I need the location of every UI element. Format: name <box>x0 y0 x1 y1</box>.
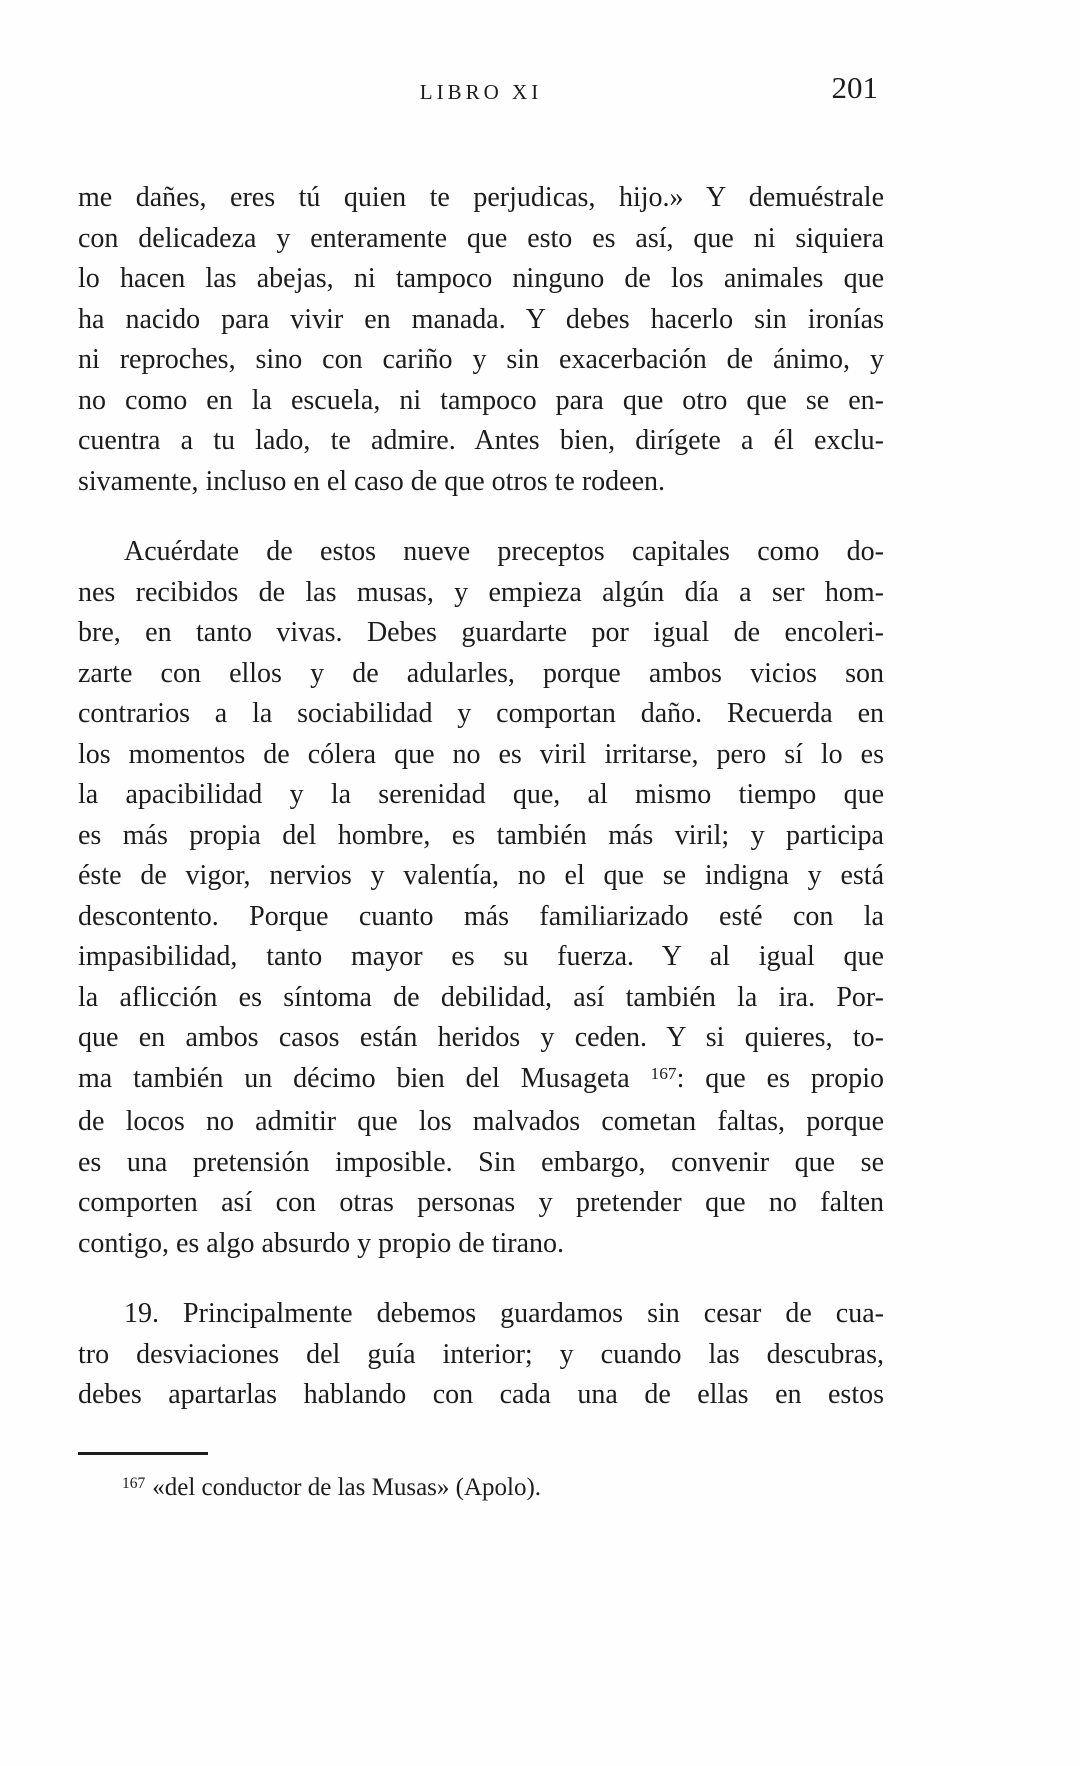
text-line: bre, en tanto vivas. Debes guardarte por igual de encoleri- <box>78 617 884 648</box>
footnote-text: «del conductor de las Musas» (Apolo). <box>152 1474 542 1501</box>
text-line: es más propia del hombre, es también más viril; y participa <box>78 819 884 851</box>
running-title: LIBRO XI <box>419 80 543 104</box>
text-line: la aflicción es síntoma de debilidad, así también la ira. Por- <box>78 981 884 1013</box>
text-line: 19. Principalmente debemos guardamos sin cesar de cua- <box>124 1298 884 1329</box>
text-block <box>78 178 884 1416</box>
text-line: ni reproches, sino con cariño y sin exacerbación de ánimo, y <box>78 344 884 375</box>
text-line: nes recibidos de las musas, y empieza algún día a ser hom- <box>78 576 884 608</box>
text-line: comporten así con otras personas y pretender que no falten <box>78 1187 884 1218</box>
text-line: cuentra a tu lado, te admire. Antes bien, dirígete a él exclu- <box>78 425 884 456</box>
text-line: tro desviaciones del guía interior; y cuando las descubras, <box>78 1338 884 1370</box>
footnote-rule <box>78 1452 208 1455</box>
text-line: debes apartarlas hablando con cada una de ellas en estos <box>78 1379 884 1410</box>
paragraph <box>78 532 884 1264</box>
footnote <box>78 1471 884 1508</box>
text-line: la apacibilidad y la serenidad que, al mismo tiempo que <box>78 779 884 810</box>
text-line: éste de vigor, nervios y valentía, no el que se indigna y está <box>78 860 884 891</box>
paragraph <box>78 178 884 502</box>
text-line: ha nacido para vivir en manada. Y debes hacerlo sin ironías <box>78 303 884 335</box>
text-line: los momentos de cólera que no es viril irritarse, pero sí lo es <box>78 738 884 770</box>
text-line: impasibilidad, tanto mayor es su fuerza. Y al igual que <box>78 941 884 972</box>
text-line: lo hacen las abejas, ni tampoco ninguno de los animales que <box>78 263 884 294</box>
text-line: descontento. Porque cuanto más familiarizado esté con la <box>78 900 884 932</box>
footnote-reference: 167 <box>650 1063 677 1083</box>
text-line: zarte con ellos y de adularles, porque ambos vicios son <box>78 657 884 689</box>
page-number: 201 <box>831 70 878 105</box>
text-line: es una pretensión imposible. Sin embargo, convenir que se <box>78 1146 884 1178</box>
text-line: de locos no admitir que los malvados cometan faltas, porque <box>78 1106 884 1137</box>
page-header <box>78 70 884 114</box>
footnote-area <box>78 1452 884 1508</box>
text-line: con delicadeza y enteramente que esto es así, que ni siquiera <box>78 222 884 254</box>
text-line: Acuérdate de estos nueve preceptos capitales como do- <box>124 536 884 567</box>
text-line: ma también un décimo bien del Musageta $^{167}$: que es propio <box>78 1062 884 1094</box>
footnote-marker: 167 <box>122 1475 146 1493</box>
text-line: contigo, es algo absurdo y propio de tirano. <box>78 1227 565 1259</box>
text-line: sivamente, incluso en el caso de que otros te rodeen. <box>78 465 666 497</box>
paragraph <box>78 1294 884 1416</box>
text-line: no como en la escuela, ni tampoco para que otro que se en- <box>78 384 884 416</box>
text-line: me dañes, eres tú quien te perjudicas, hijo.» Y demuéstrale <box>78 182 884 213</box>
text-line: contrarios a la sociabilidad y comportan daño. Recuerda en <box>78 698 884 729</box>
text-line: que en ambos casos están heridos y ceden. Y si quieres, to- <box>78 1022 884 1053</box>
